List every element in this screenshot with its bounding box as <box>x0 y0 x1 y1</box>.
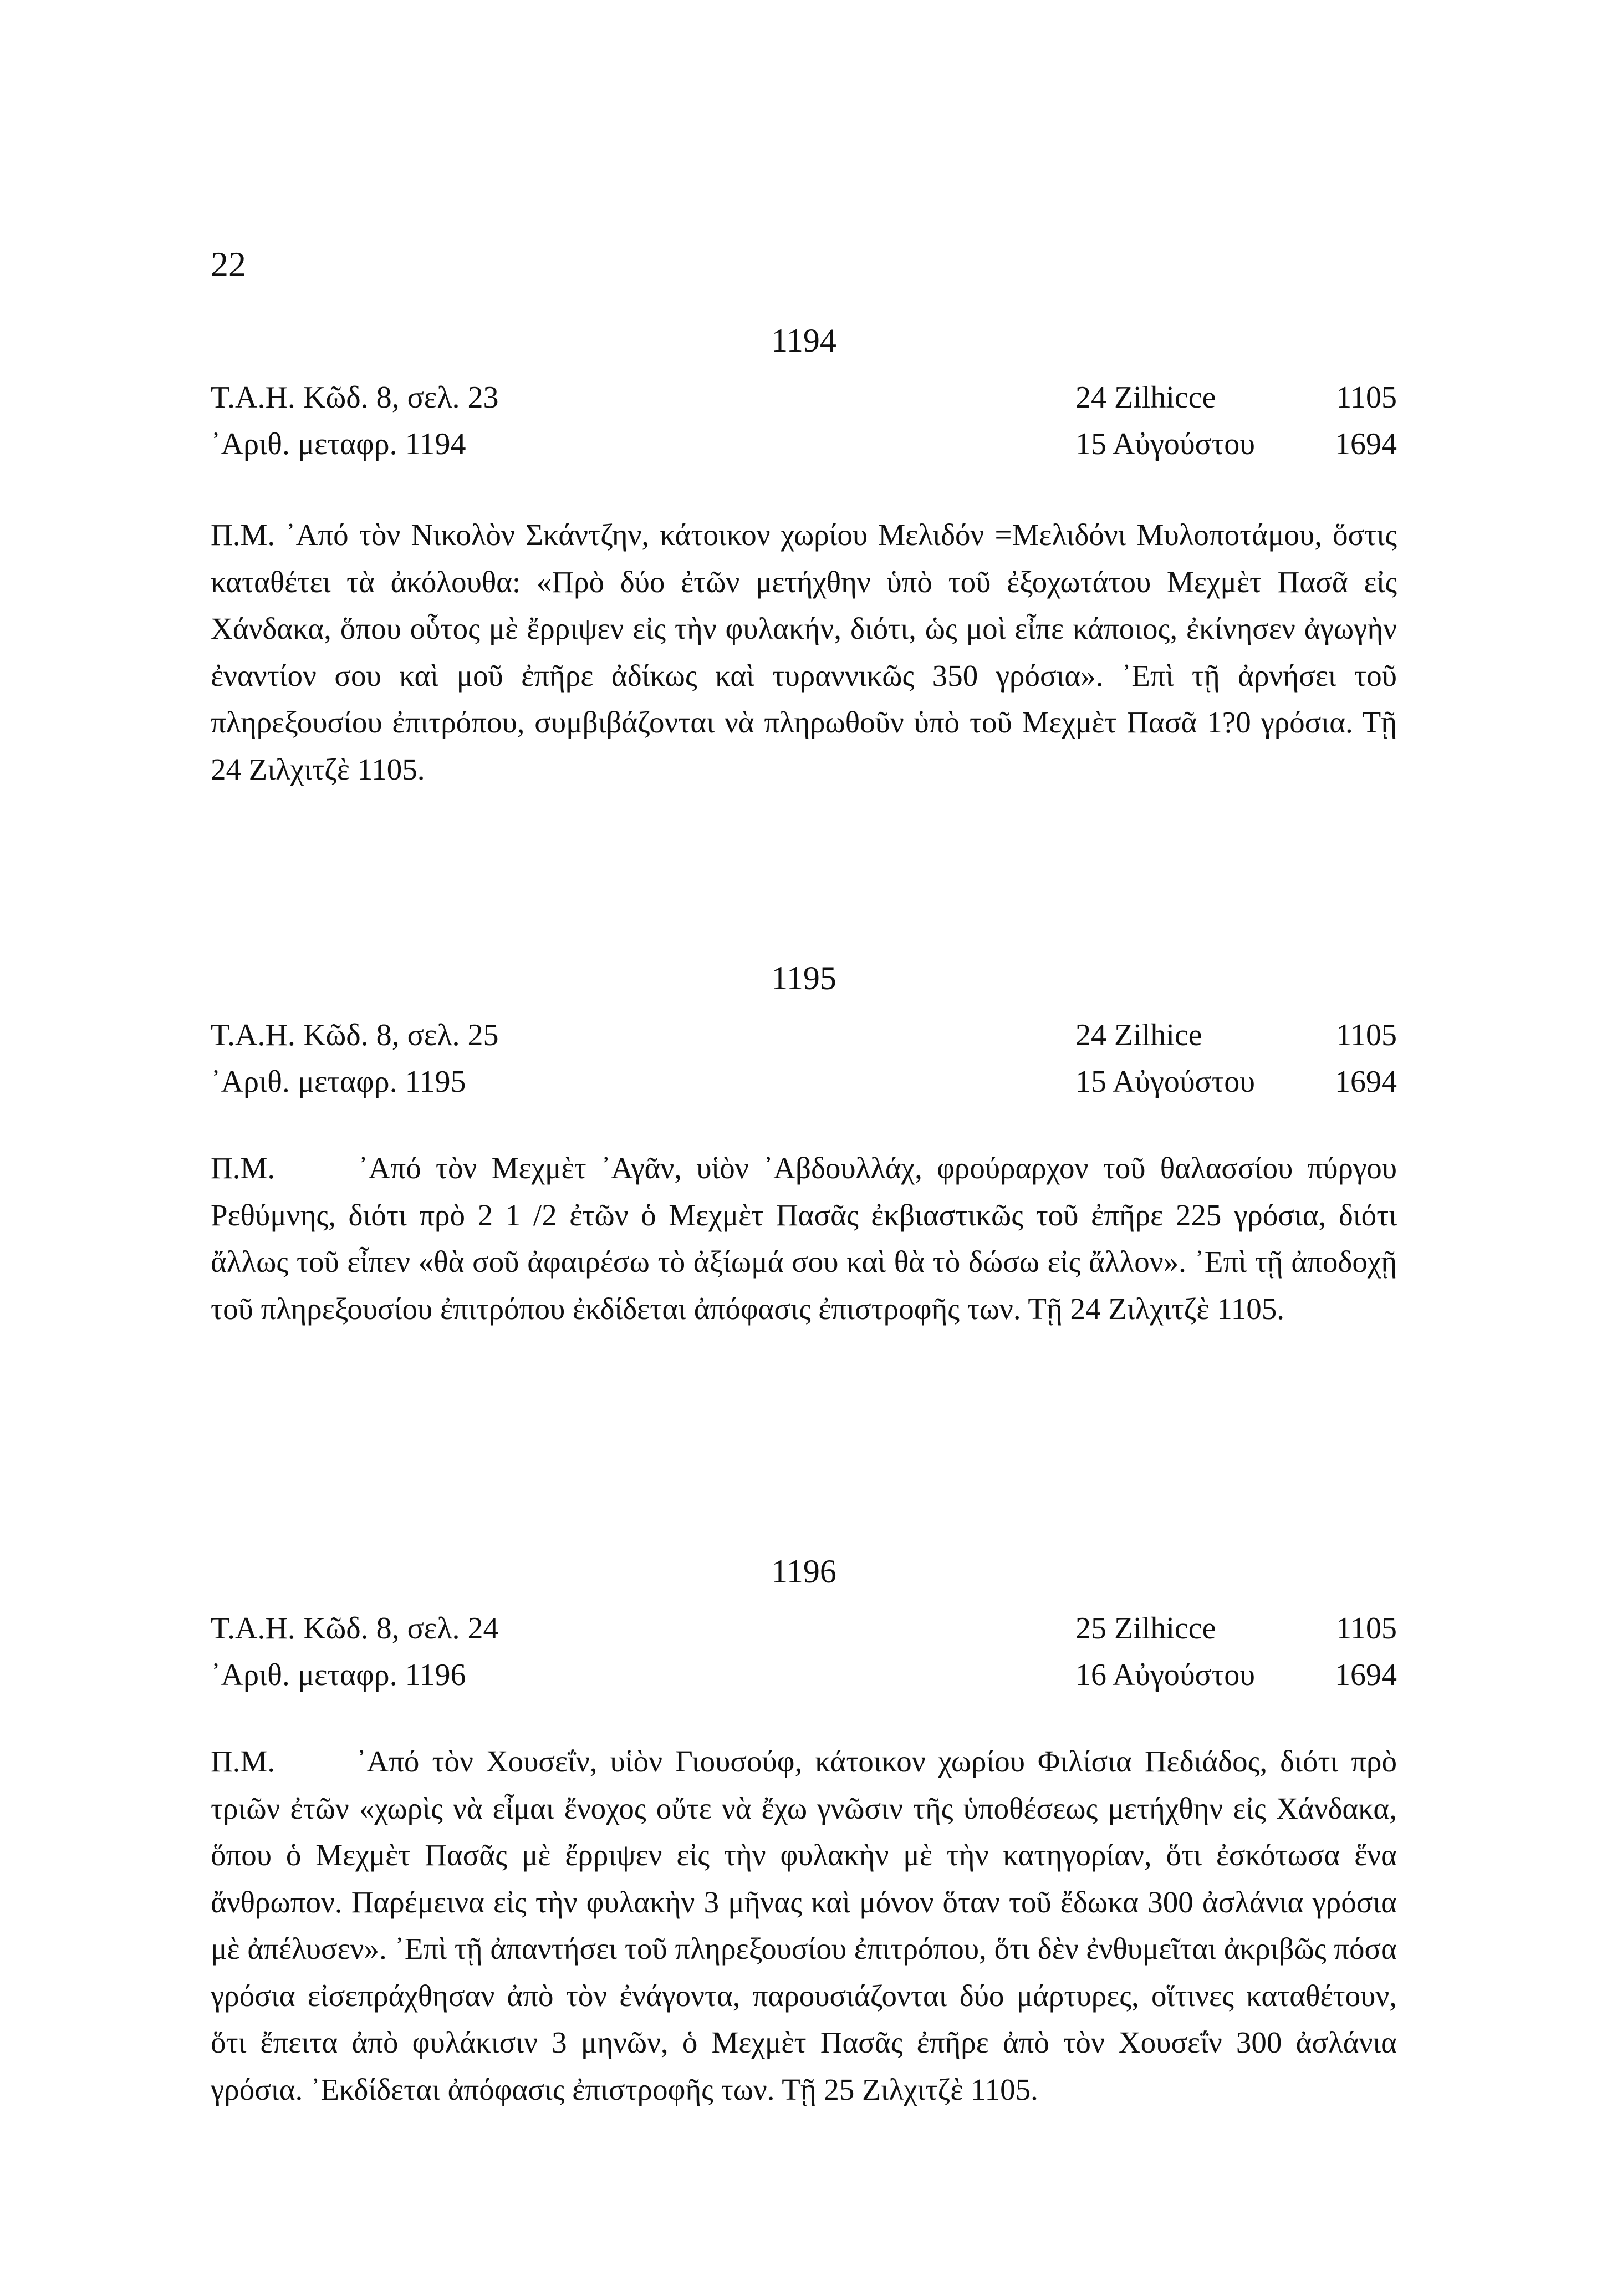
entry-number: 1195 <box>771 960 836 996</box>
hijri-year: 1105 <box>1336 1018 1397 1052</box>
translation-reference: ᾽Αριθ. μεταφρ. 1194 <box>211 427 466 461</box>
gregorian-day-month: 16 Αὐγούστου <box>1075 1658 1255 1692</box>
gregorian-year: 1694 <box>1335 1658 1397 1692</box>
document-entry <box>211 959 1397 1332</box>
entry-text: ᾽Από τὸν Χουσεΐν, υἱὸν Γιουσούφ, κάτοικον χωρίου Φιλίσια Πεδιάδος, διότι πρὸ τριῶν ἐτῶν «χωρὶς νὰ εἶμαι ἔνοχος οὔτε νὰ ἔχω γνῶσιν τῆς ὑποθέσεως μετήχθην εἰς Χάνδακα, ὅπου ὁ Μεχμὲτ Πασᾶς μὲ ἔρριψεν εἰς τὴν φυλακὴν μὲ τὴν κατηγορίαν, ὅτι ἐσκότωσα ἕνα ἄνθρωπον. Παρέμεινα εἰς τὴν φυλακὴν 3 μῆνας καὶ μόνον ὅταν τοῦ ἔδωκα 300 ἀσλάνια γρόσια μὲ ἀπέλυσεν». ᾽Επὶ τῇ ἀπαντήσει τοῦ πληρεξουσίου ἐπιτρόπου, ὅτι δὲν ἐνθυμεῖται ἀκριβῶς πόσα γρόσια εἰσεπράχθησαν ἀπὸ τὸν ἐνάγοντα, παρουσιάζονται δύο μάρτυρες, οἵτινες καταθέτουν, ὅτι ἔπειτα ἀπὸ φυλάκισιν 3 μηνῶν, ὁ Μεχμὲτ Πασᾶς ἐπῆρε ἀπὸ τὸν Χουσεΐν 300 ἀσλάνια γρόσια. ᾽Εκδίδεται ἀπόφασις ἐπιστροφῆς των. Τῇ 25 Ζιλχιτζὲ 1105. <box>211 1744 1397 2106</box>
entry-lead: Π.Μ. <box>211 1151 276 1185</box>
entry-number: 1194 <box>771 322 836 359</box>
gregorian-date <box>1075 1657 1397 1693</box>
entry-body <box>211 512 1397 793</box>
reference-row <box>211 1657 1397 1704</box>
document-entry <box>211 322 1397 793</box>
gregorian-year: 1694 <box>1335 427 1397 461</box>
entry-body <box>211 1145 1397 1332</box>
entry-lead: Π.Μ. <box>211 518 276 552</box>
hijri-date <box>1075 380 1397 415</box>
reference-row <box>211 1017 1397 1064</box>
hijri-year: 1105 <box>1336 380 1397 415</box>
source-reference: Τ.Α.Η. Κῶδ. 8, σελ. 25 <box>211 1018 499 1052</box>
entry-body <box>211 1738 1397 2113</box>
entry-text: ᾽Από τὸν Μεχμὲτ ᾽Αγᾶν, υἱὸν ᾽Αβδουλλάχ, φρούραρχον τοῦ θαλασσίου πύργου Ρεθύμνης, διότι πρὸ 2 1 /2 ἐτῶν ὁ Μεχμὲτ Πασᾶς ἐκβιαστικῶς τοῦ ἐπῆρε 225 γρόσια, διότι ἄλλως τοῦ εἶπεν «θὰ σοῦ ἀφαιρέσω τὸ ἀξίωμά σου καὶ θὰ τὸ δώσω εἰς ἄλλον». ᾽Επὶ τῇ ἀποδοχῇ τοῦ πληρεξουσίου ἐπιτρόπου ἐκδίδεται ἀπόφασις ἐπιστροφῆς των. Τῇ 24 Ζιλχιτζὲ 1105. <box>211 1151 1397 1326</box>
entry-lead: Π.Μ. <box>211 1744 276 1778</box>
reference-row <box>211 1064 1397 1111</box>
gregorian-year: 1694 <box>1335 1065 1397 1099</box>
gregorian-date <box>1075 426 1397 462</box>
document-entry <box>211 1552 1397 2113</box>
hijri-year: 1105 <box>1336 1611 1397 1646</box>
hijri-date <box>1075 1611 1397 1646</box>
hijri-day-month: 24 Zilhice <box>1075 1018 1202 1052</box>
source-reference: Τ.Α.Η. Κῶδ. 8, σελ. 24 <box>211 1611 499 1646</box>
hijri-day-month: 25 Zilhicce <box>1075 1611 1216 1646</box>
gregorian-date <box>1075 1064 1397 1099</box>
gregorian-day-month: 15 Αὐγούστου <box>1075 1065 1255 1099</box>
hijri-day-month: 24 Zilhicce <box>1075 380 1216 415</box>
gregorian-day-month: 15 Αὐγούστου <box>1075 427 1255 461</box>
reference-row <box>211 1611 1397 1657</box>
page-number: 22 <box>211 245 246 284</box>
translation-reference: ᾽Αριθ. μεταφρ. 1196 <box>211 1658 466 1692</box>
translation-reference: ᾽Αριθ. μεταφρ. 1195 <box>211 1065 466 1099</box>
reference-row <box>211 426 1397 473</box>
source-reference: Τ.Α.Η. Κῶδ. 8, σελ. 23 <box>211 380 499 415</box>
reference-row <box>211 380 1397 426</box>
hijri-date <box>1075 1017 1397 1053</box>
entry-number: 1196 <box>771 1553 836 1590</box>
entry-text: ᾽Από τὸν Νικολὸν Σκάντζην, κάτοικον χωρίου Μελιδόν =Μελιδόνι Μυλοποτάμου, ὅστις καταθέτει τὰ ἀκόλουθα: «Πρὸ δύο ἐτῶν μετήχθην ὑπὸ τοῦ ἐξοχωτάτου Μεχμὲτ Πασᾶ εἰς Χάνδακα, ὅπου οὗτος μὲ ἔρριψεν εἰς τὴν φυλακήν, διότι, ὡς μοὶ εἶπε κάποιος, ἐκίνησεν ἀγωγὴν ἐναντίον σου καὶ μοῦ ἐπῆρε ἀδίκως καὶ τυραννικῶς 350 γρόσια». ᾽Επὶ τῇ ἀρνήσει τοῦ πληρεξουσίου ἐπιτρόπου, συμβιβάζονται νὰ πληρωθοῦν ὑπὸ τοῦ Μεχμὲτ Πασᾶ 1?0 γρόσια. Τῇ 24 Ζιλχιτζὲ 1105. <box>211 518 1397 786</box>
